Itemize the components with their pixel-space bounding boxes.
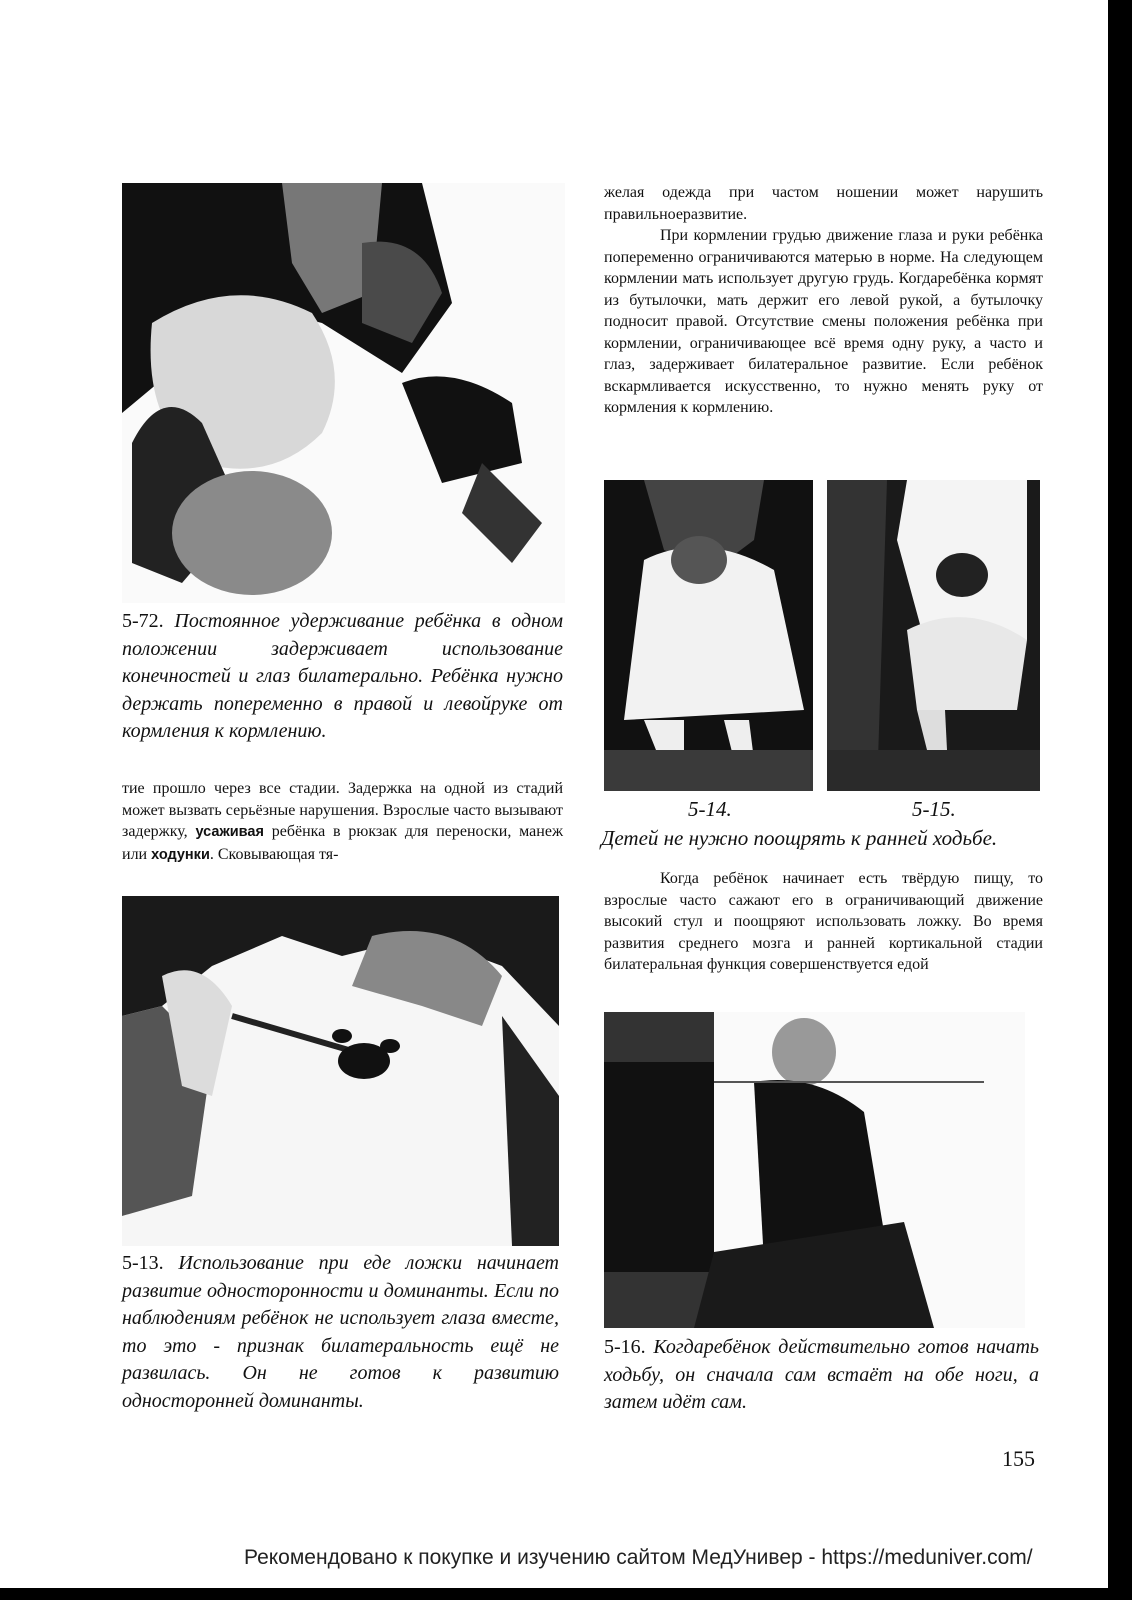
figure-label-5-14: 5-14.	[688, 797, 732, 821]
footer-recommendation: Рекомендовано к покупке и изучению сайтом МедУнивер - https://meduniver.com/	[244, 1546, 1033, 1569]
paragraph: При кормлении грудью движение глаза и руки ребёнка попеременно ограничиваются матерью в норме. На следующем кормлении мать использует другую грудь. Когдаребёнка кормят из бутылочки, мать держит его левой рукой, а бутылочку подносит правой. Отсутствие смены положения ребёнка при кормлении, ограничивающее всё время одну руку, а часто и глаз, задерживает билатеральное развитие. Если ребёнок вскармливается искусственно, то нужно менять руку от кормления к кормлению.	[604, 227, 1043, 416]
caption-figure-5-16	[604, 1334, 1039, 1417]
text-fragment: . Сковывающая тя-	[209, 845, 339, 863]
right-body-text-2	[604, 868, 1043, 976]
caption-text: Постоянное удерживание ребёнка в одном положении задерживает использование конечностей и глаз билатерально. Ребёнка нужно держать попеременно в правой и левойруке от кормления к кормлению.	[122, 610, 563, 742]
text-fragment: тие прошло через все стадии. Задержка на одной из стадий может вызвать серьёзные нарушения. Взрослые часто вызывают задержку,	[122, 780, 563, 840]
caption-figure-5-72	[122, 608, 563, 746]
caption-text: Когдаребёнок действительно готов начать ходьбу, он сначала сам встаёт на обе ноги, а затем идёт сам.	[604, 1336, 1040, 1413]
caption-number: 5-16.	[604, 1336, 646, 1358]
right-body-text	[604, 182, 1043, 419]
page-number: 155	[1002, 1446, 1035, 1471]
text-fragment: ребёнка в рюкзак для переноски, манеж или	[122, 823, 563, 863]
figure-title-5-14-5-15: Детей не нужно поощрять к ранней ходьбе.	[601, 826, 998, 850]
figure-label-5-15: 5-15.	[912, 797, 956, 821]
photo-child-walking-left	[604, 480, 813, 791]
paragraph: Когда ребёнок начинает есть твёрдую пищу, то взрослые часто сажают его в ограничивающий движение высокий стул и поощряют использовать ложку. Во время развития среднего мозга и ранней кортикальной стадии билатеральная функция совершенствуется едой	[604, 870, 1043, 973]
bold-term-khodunki: ходунки	[151, 846, 210, 863]
photo-adult-holding-baby	[122, 183, 565, 603]
bold-term-usazhivaya: усаживая	[195, 824, 264, 840]
caption-text: Использование при еде ложки начинает развитие односторонности и доминанты. Если по наблюдениям ребёнок не использует глаза вместе, то это - признак билатеральность ещё не развилась. Он не готов к развитию односторонней доминанты.	[122, 1252, 560, 1412]
photo-child-with-spoon	[122, 896, 559, 1246]
scan-edge-right	[1108, 0, 1132, 1600]
left-body-text	[122, 778, 563, 866]
photo-child-walking-right	[827, 480, 1040, 791]
photo-child-standing	[604, 1012, 1025, 1328]
paragraph: желая одежда при частом ношении может нарушить правильноеразвитие.	[604, 184, 1043, 223]
caption-number: 5-13.	[122, 1252, 164, 1274]
caption-figure-5-13	[122, 1250, 559, 1415]
caption-number: 5-72.	[122, 610, 164, 632]
scan-edge-bottom	[0, 1588, 1132, 1600]
